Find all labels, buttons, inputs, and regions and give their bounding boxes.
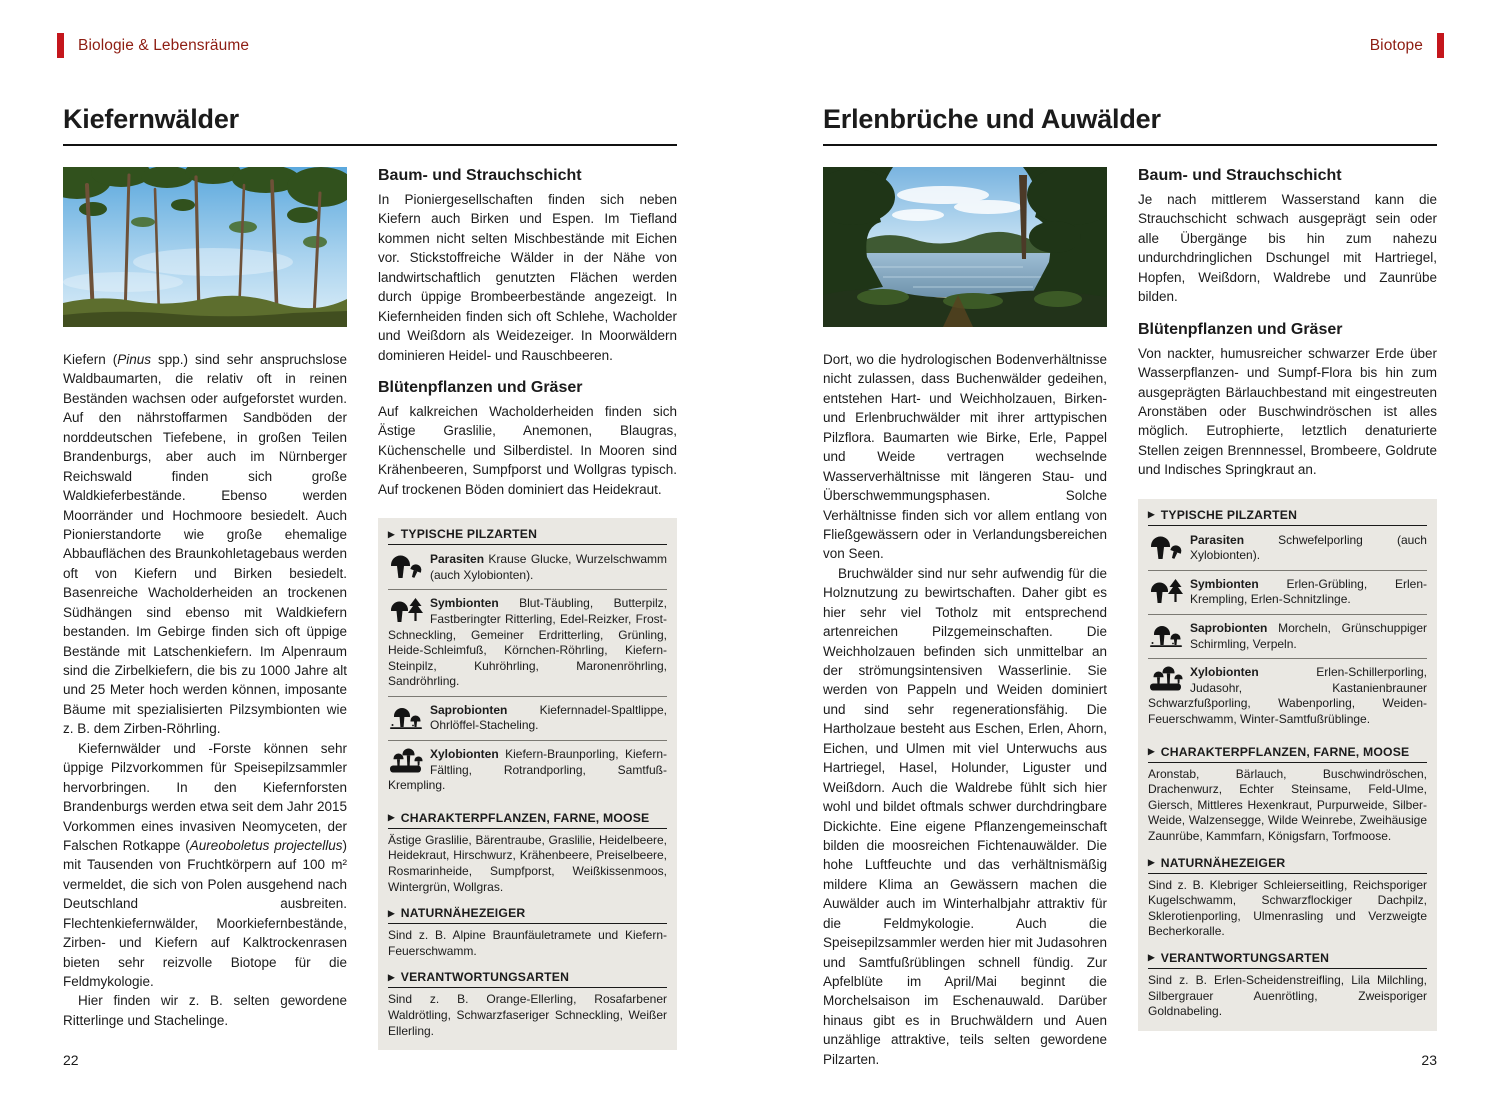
xylobionten-icon xyxy=(388,748,424,774)
body-paragraph: Bruchwälder sind nur sehr aufwendig für die Holznutzung zu bewirtschaften. Daher gibt es hier sehr viel Totholz mit entsprechend artenreichen Pilzgemeinschaften. Die Weichholzauen befinden sich unmittelbar an der strömungsintensiven Wasserlinie. Sie werden von Pappeln und Weiden dominiert und sind sehr regenerationsfähig. Die Hartholzaue besteht aus Eschen, Erlen, Ahorn, Eichen, und Ulmen mit viel Unterwuchs aus Hartriegel, Hasel, Holunder, Liguster und Weißdorn. Auch die Waldrebe fühlt sich hier wohl und bildet oftmals schwer durchdringbare Dickichte. Eine eigene Pflanzengemeinschaft bilden die moosreichen Fichtenauwälder. Die hohe Luftfeuchte und das verhältnismäßig mildere Klima an Gewässern machen die Auwälder auch im Winterhalbjahr attraktiv für die Feldmykologie. Auch die Speisepilzsammler werden hier mit Judasohren und Samtfußrüblingen schnell fündig. Zur Apfelblüte im April/Mai beginnt die Morchelsaison im Eschenauwald. Darüber hinaus gibt es in Bruchwäldern und Auen unzählige attraktive, teils selten gewordene Pilzarten. xyxy=(823,565,1107,1067)
parasiten-icon xyxy=(1148,534,1184,560)
symbionten-icon xyxy=(388,597,424,623)
species-list: Kiefern-Braunporling, Kiefern-Fältling, Rotrandporling, Samtfuß-Krempling. xyxy=(388,747,667,793)
arrow-bullet-icon: ▶ xyxy=(1148,952,1155,963)
body-paragraph: Dort, wo die hydrologischen Bodenverhältnisse nicht zulassen, dass Buchenwälder gedeihen, entstehen Hart- und Weichholzauen, Birken- und Erlenbruchwälder mit ihrer arttypischen Pilzflora. Baumarten wie Birke, Erle, Pappel und Weide vertragen wechselnde Wasserverhältnisse mit längeren Stau- und Überschwemmungsphasen. Solche Verhältnisse finden sich vor allem entlang von Fließgewässern oder in Verlandungsbereichen von Seen. xyxy=(823,352,1107,562)
subsection-heading-label: CHARAKTERPFLANZEN, FARNE, MOOSE xyxy=(400,810,650,825)
box-title-label: TYPISCHE PILZARTEN xyxy=(1160,507,1298,522)
section-heading: Blütenpflanzen und Gräser xyxy=(378,378,583,396)
runhead-label-right: Biotope xyxy=(1369,36,1423,54)
species-list: Erlen-Schillerporling, Judasohr, Kastanienbrauner Schwarzfußporling, Wabenporling, Weiden-Feuerschwamm, Winter-Samtfußrüblinge. xyxy=(1148,665,1427,727)
fungi-group-row xyxy=(1148,658,1427,733)
subsection-text: Sind z. B. Alpine Braunfäuletramete und Kiefern-Feuerschwamm. xyxy=(388,928,667,958)
species-list: Erlen-Grübling, Erlen-Krempling, Erlen-Schnitzlinge. xyxy=(1190,576,1427,607)
box-title-label: TYPISCHE PILZARTEN xyxy=(400,527,538,542)
subsection-heading-label: NATURNÄHEZEIGER xyxy=(1160,855,1286,870)
species-list: Krause Glucke, Wurzelschwamm (auch Xylobionten). xyxy=(430,552,667,582)
section-heading: Blütenpflanzen und Gräser xyxy=(1138,320,1343,338)
subsection-heading xyxy=(1148,856,1427,874)
section-text: In Pioniergesellschaften finden sich neben Kiefern auch Birken und Espen. Im Tiefland kommen nicht selten Mischbestände mit Eichen vor. Stickstoffreiche Wälder in der Nähe von landwirtschaftlich genutzten Flächen werden durch üppige Brombeerbestände angezeigt. In Kiefernheiden finden sich oft Schlehe, Wacholder und Weißdorn als Weidezeiger. In Moorwäldern dominieren Heidel- und Rauschbeeren. xyxy=(378,192,677,363)
subsection-heading xyxy=(388,811,667,829)
group-text xyxy=(388,596,667,690)
subsection-text: Ästige Graslilie, Bärentraube, Graslilie, Heidelbeere, Heidekraut, Hirschwurz, Krähenbeere, Preiselbeere, Rosmarinheide, Sumpfporst, Weißkissenmoos, Wintergrün, Wollgras. xyxy=(388,832,667,894)
section-bluetenpflanzen-und-graeser xyxy=(378,379,677,499)
body-text xyxy=(63,350,347,1030)
runhead-label-left: Biologie & Lebensräume xyxy=(78,36,250,54)
saprobionten-icon xyxy=(1148,622,1184,648)
group-text xyxy=(1148,665,1427,727)
alder-swamp-photo xyxy=(823,167,1107,327)
section-text: Auf kalkreichen Wacholderheiden finden sich Ästige Graslilie, Anemonen, Blaugras, Küchenschelle und Silberdistel. In Mooren sind Krähenbeeren, Sumpfporst und Wollgras typisch. Auf trockenen Böden dominiert das Heidekraut. xyxy=(378,403,677,497)
body-run: ) mit Tausenden von Fruchtkörpern auf 100 m² vermeldet, die sich von Polen ausgehend nach Deutschland ausbreiten. Flechtenkiefernwälder, Moorkiefernbestände, Zirben- und Kiefern auf Kalktrockenrasen bieten sehr reizvolle Biotope für die Feldmykologie. xyxy=(63,837,347,989)
typische-pilzarten-box xyxy=(378,518,677,1050)
fungi-group-row xyxy=(1148,614,1427,658)
group-text xyxy=(388,552,667,583)
arrow-bullet-icon: ▶ xyxy=(1148,857,1155,868)
species-list: Blut-Täubling, Butterpilz, Fastberingter Ritterling, Edel-Reizker, Frost-Schneckling, Gemeiner Erdritterling, Grünling, Heide-Schleimfuß, Körnchen-Röhrling, Kiefern-Steinpilz, Kuhröhrling, Maronenröhrling, Sandröhrling. xyxy=(388,596,667,689)
body-run: Kiefern ( xyxy=(63,352,118,367)
group-text xyxy=(388,747,667,794)
body-run: Kiefernwälder und -Forste können sehr üppige Pilzvorkommen für Speisepilzsammler hervorbringen. In den Kiefernforsten Brandenburgs werden etwa seit dem Jahr 2015 Vorkommen eines invasiven Neomyceten, der Falschen Rotkappe ( xyxy=(63,740,347,853)
group-label: Symbionten xyxy=(430,596,499,611)
fungi-group-row xyxy=(388,589,667,696)
fungi-group-row xyxy=(388,546,667,589)
body-paragraph xyxy=(63,739,347,992)
section-baum-und-strauchschicht xyxy=(378,167,677,365)
subsection-heading xyxy=(1148,951,1427,969)
page-erlenbrueche-und-auwaelder xyxy=(750,0,1500,1097)
body-paragraph xyxy=(63,350,347,739)
xylobionten-icon xyxy=(1148,666,1184,692)
latin-name: Aureoboletus projectellus xyxy=(189,837,343,853)
section-baum-und-strauchschicht xyxy=(1138,167,1437,307)
subsection-heading-label: VERANTWORTUNGSARTEN xyxy=(400,970,570,985)
group-label: Saprobionten xyxy=(1190,621,1268,636)
group-label: Saprobionten xyxy=(430,702,508,717)
group-text xyxy=(1148,533,1427,564)
fungi-group-row xyxy=(1148,570,1427,614)
body-text xyxy=(823,350,1107,1069)
subsection-text: Aronstab, Bärlauch, Buschwindröschen, Drachenwurz, Echter Steinsame, Feld-Ulme, Giersch, Mittleres Hexenkraut, Purpurweide, Silber-Weide, Walzensegge, Wilde Weinrebe, Zweihäusige Zaunrübe, Kammfarn, Königsfarn, Torfmoose. xyxy=(1148,766,1427,843)
arrow-bullet-icon: ▶ xyxy=(1148,746,1155,757)
group-text xyxy=(388,703,667,734)
pine-forest-photo xyxy=(63,167,347,327)
subsection-text: Sind z. B. Erlen-Scheidenstreifling, Lila Milchling, Silbergrauer Auenrötling, Zweisporiger Goldnabeling. xyxy=(1148,972,1427,1019)
subsection-heading-label: VERANTWORTUNGSARTEN xyxy=(1160,950,1330,965)
group-label: Parasiten xyxy=(430,552,485,567)
group-label: Symbionten xyxy=(1190,576,1259,591)
symbionten-icon xyxy=(1148,578,1184,604)
subsection-heading xyxy=(388,906,667,924)
section-text: Von nackter, humusreicher schwarzer Erde über Wasserpflanzen- und Sumpf-Flora bis hin zum ausgeprägten Bärlauchbestand mit eingestreuten Aronstäben oder Buschwindröschen ist alles möglich. Eutrophierte, letztlich denaturierte Stellen zeigen Brennnessel, Brombeere, Goldrute und Indisches Springkraut an. xyxy=(1138,345,1437,478)
saprobionten-icon xyxy=(388,704,424,730)
arrow-bullet-icon: ▶ xyxy=(388,971,395,982)
body-run: spp.) sind sehr anspruchslose Waldbaumarten, die relativ oft in reinen Beständen wachsen oder aufgeforstet wurden. Auf den nährstoffarmen Sandböden der norddeutschen Tiefebene, in großen Teilen Brandenburgs, aber auch im Nürnberger Reichswald finden sich große Waldkieferbestände. Ebenso werden Moorränder und Hochmoore besiedelt. Auch Pionierstandorte wie große ehemalige Abbauflächen des Braunkohletagebaus werden oft von Kiefern und Birken besiedelt. Basenreiche Wacholderheiden an trockenen Südhängen sind ebenso mit Waldkiefern bestanden. Im Gebirge finden sich oft üppige Bestände mit Latschenkiefern. Im Alpenraum sind die Zirbelkiefern, die bis zu 1000 Jahre alt und 25 Meter hoch werden können, imposante Bäume mit spezialisierten Pilzsymbionten wie z. B. dem Zirben-Röhrling. xyxy=(63,352,347,737)
box-title xyxy=(1148,508,1427,526)
group-label: Parasiten xyxy=(1190,532,1245,547)
page-title: Kiefernwälder xyxy=(63,104,677,146)
arrow-bullet-icon: ▶ xyxy=(388,812,395,823)
subsection-heading xyxy=(1148,745,1427,763)
subsection-heading xyxy=(388,970,667,988)
arrow-bullet-icon: ▶ xyxy=(388,907,395,918)
latin-name: Pinus xyxy=(117,352,152,367)
subsection-heading-label: NATURNÄHEZEIGER xyxy=(400,906,526,921)
box-title xyxy=(388,527,667,545)
page-number: 23 xyxy=(1421,1052,1437,1068)
typische-pilzarten-box xyxy=(1138,499,1437,1031)
species-list: Morcheln, Grünschuppiger Schirmling, Verpeln. xyxy=(1190,621,1427,651)
subsection-text: Sind z. B. Klebriger Schleierseitling, Reichsporiger Kugelschwamm, Schwarzflockiger Dachpilz, Sklerotienporling, Ulmenrasling und Verzweigte Becherkoralle. xyxy=(1148,877,1427,939)
group-label: Xylobionten xyxy=(430,747,499,762)
subsection-heading-label: CHARAKTERPFLANZEN, FARNE, MOOSE xyxy=(1160,744,1410,759)
group-text xyxy=(1148,621,1427,652)
parasiten-icon xyxy=(388,553,424,579)
arrow-bullet-icon: ▶ xyxy=(388,528,395,539)
group-label: Xylobionten xyxy=(1190,665,1259,680)
page-number: 22 xyxy=(63,1052,79,1068)
species-list: Schwefelporling (auch Xylobionten). xyxy=(1190,532,1427,563)
species-list: Kiefernnadel-Spaltlippe, Ohrlöffel-Stacheling. xyxy=(430,702,667,733)
section-bluetenpflanzen-und-graeser xyxy=(1138,321,1437,480)
fungi-group-row xyxy=(388,696,667,740)
page-title: Erlenbrüche und Auwälder xyxy=(823,104,1437,146)
fungi-group-row xyxy=(1148,527,1427,570)
subsection-text: Sind z. B. Orange-Ellerling, Rosafarbener Waldrötling, Schwarzfaseriger Schneckling, Weißer Ellerling. xyxy=(388,992,667,1038)
arrow-bullet-icon: ▶ xyxy=(1148,509,1155,520)
section-heading: Baum- und Strauchschicht xyxy=(378,167,582,184)
section-heading: Baum- und Strauchschicht xyxy=(1138,167,1342,184)
fungi-group-row xyxy=(388,740,667,800)
group-text xyxy=(1148,577,1427,608)
section-text: Je nach mittlerem Wasserstand kann die Strauchschicht schwach ausgeprägt sein oder alle Übergänge bis hin zum nahezu undurchdringlichen Dschungel mit Hartriegel, Hopfen, Weißdorn, Waldrebe und Zaunrübe bilden. xyxy=(1138,192,1437,305)
body-paragraph: Hier finden wir z. B. selten gewordene Ritterlinge und Stachelinge. xyxy=(63,993,347,1028)
